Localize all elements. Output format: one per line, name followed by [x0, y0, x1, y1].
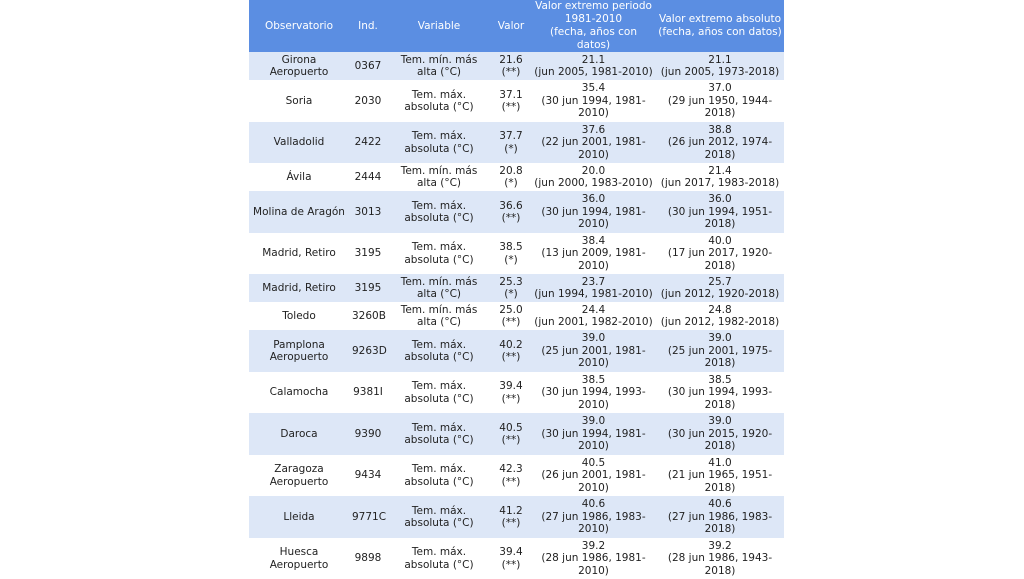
cell-absoluto-value: 25.7	[708, 275, 732, 288]
cell-absoluto-note: (25 jun 2001, 1975-2018)	[667, 344, 773, 370]
cell-variable: Tem. máx. absoluta (°C)	[387, 122, 491, 163]
header-valor: Valor	[491, 0, 531, 52]
cell-valor: 42.3 (**)	[491, 455, 531, 496]
cell-periodo-note: (27 jun 1986, 1983-2010)	[541, 510, 646, 536]
cell-ind: 9898	[349, 538, 387, 579]
cell-ind: 9771C	[349, 496, 387, 538]
cell-absoluto-note: (30 jun 1994, 1993-2018)	[667, 386, 773, 411]
cell-absoluto-note: (jun 2012, 1920-2018)	[660, 288, 780, 300]
cell-observatorio: Valladolid	[249, 122, 349, 163]
cell-periodo-note: (22 jun 2001, 1981-2010)	[541, 136, 646, 161]
cell-absoluto-value: 38.5	[708, 373, 732, 386]
cell-valor: 40.2 (**)	[491, 330, 531, 372]
table-row	[249, 191, 784, 233]
cell-periodo	[531, 191, 656, 233]
cell-ind: 2444	[349, 163, 387, 191]
cell-observatorio: Daroca	[249, 413, 349, 455]
header-absoluto-note: (fecha, años con datos)	[658, 26, 782, 38]
cell-observatorio: Lleida	[249, 496, 349, 538]
cell-variable: Tem. máx. absoluta (°C)	[387, 191, 491, 233]
cell-absoluto-value: 38.8	[708, 123, 732, 136]
cell-absoluto	[656, 413, 784, 455]
cell-periodo-note: (jun 1994, 1981-2010)	[534, 288, 653, 300]
cell-periodo-value: 39.0	[581, 332, 606, 345]
table-row	[249, 372, 784, 413]
cell-periodo-value: 24.4	[581, 303, 606, 316]
cell-absoluto-value: 37.0	[708, 82, 732, 95]
cell-variable: Tem. máx. absoluta (°C)	[387, 372, 491, 413]
cell-absoluto	[656, 80, 784, 122]
cell-periodo-note: (13 jun 2009, 1981-2010)	[541, 247, 646, 272]
cell-observatorio: Ávila	[249, 163, 349, 191]
cell-periodo	[531, 496, 656, 538]
cell-observatorio: Pamplona Aeropuerto	[249, 330, 349, 372]
table-row	[249, 52, 784, 80]
cell-absoluto-note: (21 jun 1965, 1951-2018)	[667, 469, 773, 494]
cell-variable: Tem. máx. absoluta (°C)	[387, 455, 491, 496]
cell-valor: 39.4 (**)	[491, 538, 531, 579]
cell-periodo-value: 40.5	[581, 456, 606, 469]
header-observatorio: Observatorio	[249, 0, 349, 52]
cell-periodo-value: 38.4	[581, 234, 606, 247]
cell-periodo-value: 23.7	[581, 275, 606, 288]
cell-ind: 2422	[349, 122, 387, 163]
header-periodo-note: (fecha, años con datos)	[550, 26, 637, 51]
cell-absoluto	[656, 52, 784, 80]
cell-absoluto	[656, 330, 784, 372]
cell-periodo	[531, 330, 656, 372]
cell-ind: 3013	[349, 191, 387, 233]
cell-periodo-note: (30 jun 1994, 1981-2010)	[541, 427, 646, 453]
table-row	[249, 80, 784, 122]
table-row	[249, 455, 784, 496]
cell-absoluto-value: 21.4	[708, 164, 732, 177]
cell-ind: 2030	[349, 80, 387, 122]
cell-variable: Tem. máx. absoluta (°C)	[387, 80, 491, 122]
cell-absoluto-value: 39.0	[708, 415, 732, 428]
cell-periodo-note: (28 jun 1986, 1981-2010)	[541, 552, 646, 577]
cell-periodo-value: 35.4	[581, 82, 606, 95]
cell-absoluto-value: 36.0	[708, 193, 732, 206]
cell-ind: 3195	[349, 233, 387, 274]
cell-absoluto	[656, 191, 784, 233]
cell-observatorio: Madrid, Retiro	[249, 233, 349, 274]
table-header-row	[249, 0, 784, 52]
cell-ind: 9390	[349, 413, 387, 455]
cell-periodo-note: (30 jun 1994, 1981-2010)	[541, 94, 646, 120]
cell-observatorio: Huesca Aeropuerto	[249, 538, 349, 579]
cell-variable: Tem. mín. más alta (°C)	[387, 52, 491, 80]
cell-absoluto	[656, 163, 784, 191]
table-row	[249, 413, 784, 455]
cell-variable: Tem. mín. más alta (°C)	[387, 302, 491, 330]
cell-periodo-note: (25 jun 2001, 1981-2010)	[541, 344, 646, 370]
cell-absoluto-value: 39.0	[708, 332, 732, 345]
cell-absoluto-note: (30 jun 2015, 1920-2018)	[667, 427, 773, 453]
cell-periodo	[531, 122, 656, 163]
header-absoluto	[656, 0, 784, 52]
cell-variable: Tem. máx. absoluta (°C)	[387, 233, 491, 274]
cell-absoluto-note: (jun 2012, 1982-2018)	[660, 316, 780, 328]
cell-absoluto	[656, 496, 784, 538]
cell-variable: Tem. máx. absoluta (°C)	[387, 538, 491, 579]
cell-ind: 9434	[349, 455, 387, 496]
cell-absoluto-note: (jun 2005, 1973-2018)	[660, 66, 780, 78]
cell-absoluto	[656, 274, 784, 302]
cell-periodo	[531, 233, 656, 274]
cell-observatorio: Madrid, Retiro	[249, 274, 349, 302]
cell-periodo-value: 38.5	[581, 373, 606, 386]
cell-absoluto-value: 40.0	[708, 234, 732, 247]
header-periodo	[531, 0, 656, 52]
cell-absoluto	[656, 538, 784, 579]
cell-periodo-note: (jun 2001, 1982-2010)	[534, 316, 653, 328]
cell-periodo-note: (26 jun 2001, 1981-2010)	[541, 469, 646, 494]
cell-variable: Tem. máx. absoluta (°C)	[387, 330, 491, 372]
cell-periodo-value: 36.0	[581, 193, 606, 206]
cell-periodo-value: 39.2	[581, 539, 606, 552]
cell-valor: 37.1 (**)	[491, 80, 531, 122]
table-row	[249, 274, 784, 302]
cell-absoluto-note: (17 jun 2017, 1920-2018)	[667, 247, 773, 272]
cell-periodo-note: (30 jun 1994, 1993-2010)	[541, 386, 646, 411]
header-periodo-title: Valor extremo periodo 1981-2010	[535, 0, 652, 25]
cell-periodo	[531, 538, 656, 579]
cell-ind: 3195	[349, 274, 387, 302]
cell-periodo-note: (jun 2005, 1981-2010)	[534, 66, 653, 78]
cell-valor: 25.3 (*)	[491, 274, 531, 302]
cell-variable: Tem. mín. más alta (°C)	[387, 274, 491, 302]
cell-periodo-value: 39.0	[581, 415, 606, 428]
cell-valor: 21.6 (**)	[491, 52, 531, 80]
table-row	[249, 496, 784, 538]
cell-absoluto-value: 21.1	[708, 53, 732, 66]
data-table-container	[249, 0, 784, 579]
cell-periodo-note: (30 jun 1994, 1981-2010)	[541, 205, 646, 231]
cell-absoluto-note: (26 jun 2012, 1974-2018)	[667, 136, 773, 161]
cell-valor: 40.5 (**)	[491, 413, 531, 455]
cell-observatorio: Girona Aeropuerto	[249, 52, 349, 80]
extreme-values-table	[249, 0, 784, 579]
cell-observatorio: Molina de Aragón	[249, 191, 349, 233]
header-variable: Variable	[387, 0, 491, 52]
cell-absoluto-note: (28 jun 1986, 1943-2018)	[667, 552, 773, 577]
cell-valor: 20.8 (*)	[491, 163, 531, 191]
cell-absoluto	[656, 455, 784, 496]
cell-periodo	[531, 413, 656, 455]
cell-periodo	[531, 163, 656, 191]
cell-absoluto	[656, 372, 784, 413]
cell-absoluto-value: 41.0	[708, 456, 732, 469]
table-row	[249, 538, 784, 579]
cell-variable: Tem. máx. absoluta (°C)	[387, 413, 491, 455]
cell-absoluto	[656, 122, 784, 163]
cell-periodo-value: 20.0	[581, 164, 606, 177]
header-absoluto-title: Valor extremo absoluto	[658, 13, 782, 25]
header-ind: Ind.	[349, 0, 387, 52]
cell-periodo	[531, 372, 656, 413]
cell-periodo	[531, 302, 656, 330]
cell-ind: 0367	[349, 52, 387, 80]
cell-absoluto-note: (29 jun 1950, 1944-2018)	[667, 94, 773, 120]
cell-observatorio: Soria	[249, 80, 349, 122]
cell-variable: Tem. máx. absoluta (°C)	[387, 496, 491, 538]
cell-periodo	[531, 455, 656, 496]
cell-observatorio: Zaragoza Aeropuerto	[249, 455, 349, 496]
cell-valor: 39.4 (**)	[491, 372, 531, 413]
cell-periodo-value: 37.6	[581, 123, 606, 136]
cell-absoluto-note: (27 jun 1986, 1983-2018)	[667, 510, 773, 536]
table-row	[249, 302, 784, 330]
cell-absoluto-value: 24.8	[708, 303, 732, 316]
cell-ind: 9263D	[349, 330, 387, 372]
cell-absoluto-note: (jun 2017, 1983-2018)	[660, 177, 780, 189]
cell-absoluto-value: 39.2	[708, 539, 732, 552]
cell-ind: 9381I	[349, 372, 387, 413]
cell-valor: 41.2 (**)	[491, 496, 531, 538]
cell-periodo-value: 21.1	[581, 53, 606, 66]
table-row	[249, 330, 784, 372]
cell-periodo-note: (jun 2000, 1983-2010)	[534, 177, 653, 189]
cell-absoluto	[656, 302, 784, 330]
table-row	[249, 122, 784, 163]
cell-variable: Tem. mín. más alta (°C)	[387, 163, 491, 191]
cell-valor: 38.5 (*)	[491, 233, 531, 274]
cell-periodo	[531, 52, 656, 80]
table-row	[249, 163, 784, 191]
cell-ind: 3260B	[349, 302, 387, 330]
cell-valor: 37.7 (*)	[491, 122, 531, 163]
cell-absoluto-value: 40.6	[708, 498, 732, 511]
cell-periodo-value: 40.6	[581, 498, 606, 511]
table-row	[249, 233, 784, 274]
cell-absoluto-note: (30 jun 1994, 1951-2018)	[667, 205, 773, 231]
table-body	[249, 52, 784, 579]
cell-absoluto	[656, 233, 784, 274]
cell-valor: 36.6 (**)	[491, 191, 531, 233]
cell-valor: 25.0 (**)	[491, 302, 531, 330]
cell-periodo	[531, 80, 656, 122]
cell-observatorio: Toledo	[249, 302, 349, 330]
cell-periodo	[531, 274, 656, 302]
cell-observatorio: Calamocha	[249, 372, 349, 413]
